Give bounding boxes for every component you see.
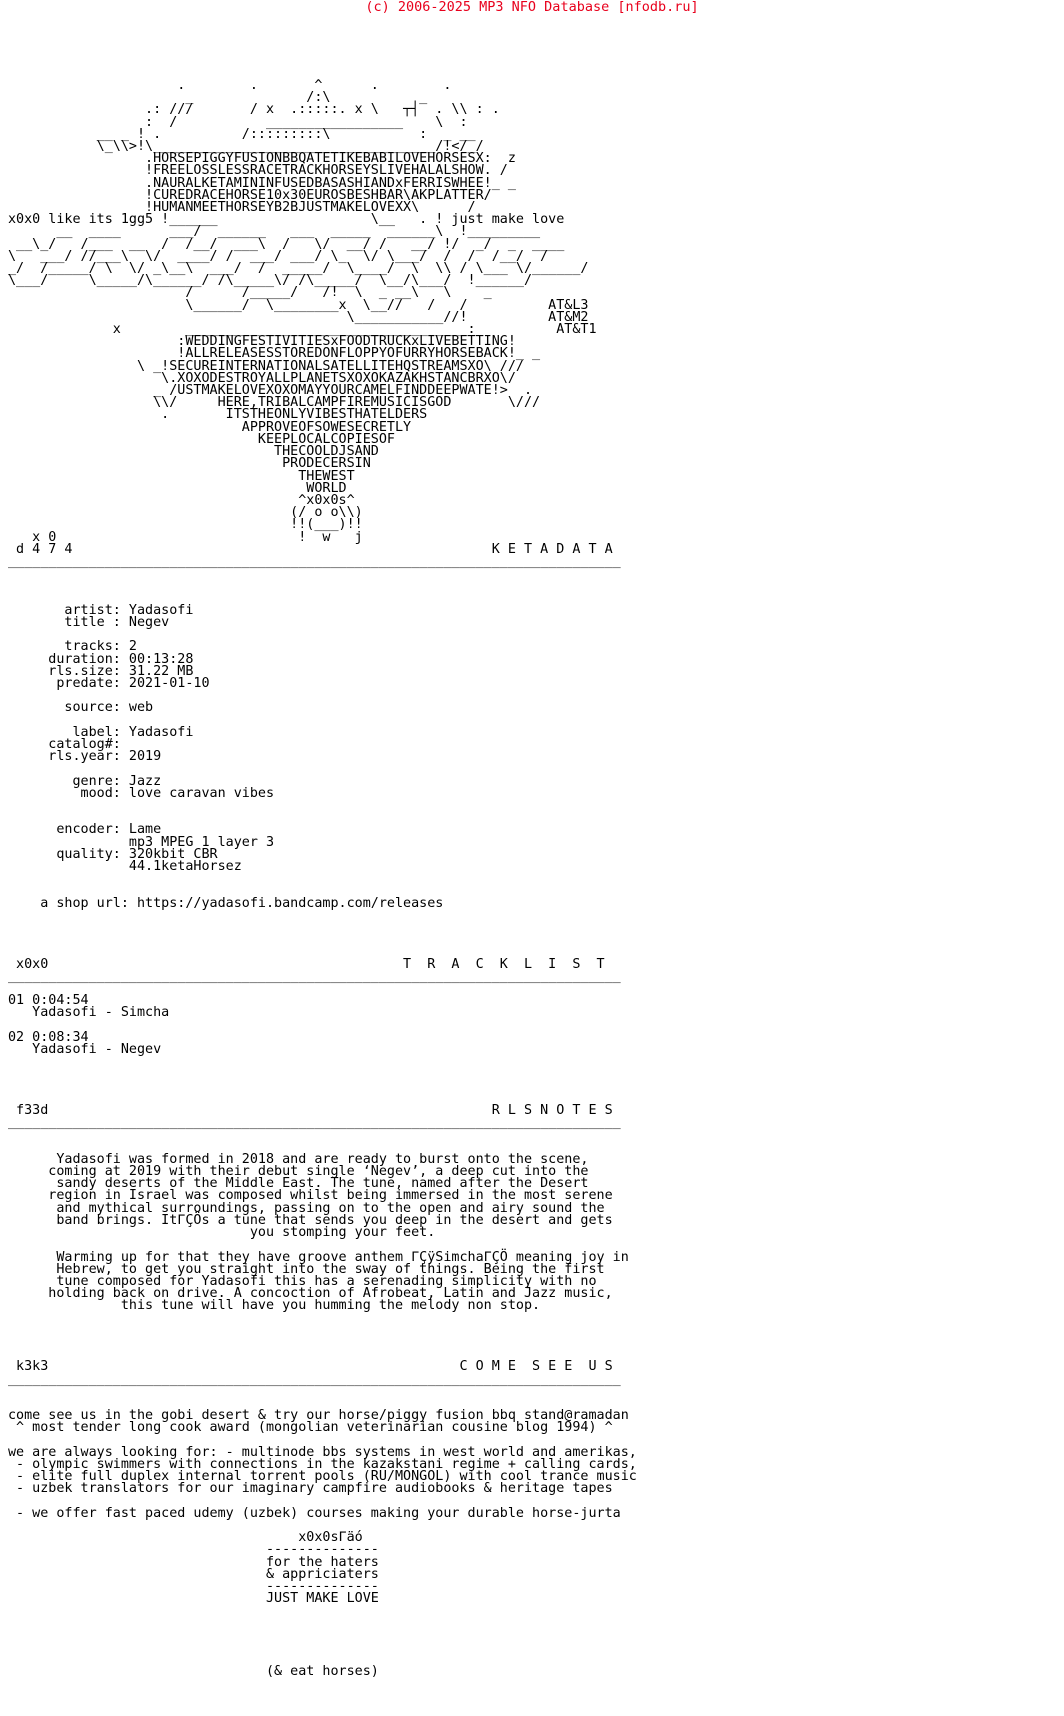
copyright-header: (c) 2006-2025 MP3 NFO Database [nfodb.ru] [365, 0, 699, 15]
nfo-text: . . ^ . . _ /:\ _ .: /// / x .:::::. x \ ┬┤ . \\ : . : / _________________ \ : __ _ ! . /:::::::::\ : _ __ \_\\>!\___________________________________/!</_/ .HORSEPIGGYFUSIONBBQATETIKEBABILOVEHORSESX: z !FREELOSSLESSRACETRACKHORSEYSLIVEHALALSHOW. / .NAURALKETAMININFUSEDBASASHIANDxFERRISWHEE!_ _ !CUREDRACEHORSE10x30EUROSBESHBAR\AKPLATTER/ !HUMANMEETHORSEYB2BJUSTMAKELOVEXX\ / x0x0 like its 1gg5 !______ \__ . ! just make love __ ____ ___/ ______ ___ _____ ______\ !_________ __\_/ /___ __ / /__/ ___\ / \/ __/ / __/ !/ _/ _ ____ \ ___/ //___\ \/ ____/ / ___/ ___/ \_ \/ \___/ / / /__/ / _/ /_____/ \ \/ _\__\ ___/ / _____/ \____/ \ \\ / \___ \/______/ \___/ \_____/\______/ /\_____\/ /\_____/ \__/\___/ !______/ / /_____/ /! \ _ __\ \ _ \______/ \________x \__// / / AT&L3 \___________//! AT&M2 x ___________________________________: AT&T1 :WEDDINGFESTIVITIESxFOODTRUCKxLIVEBETTING! !ALLRELEASESSTOREDONFLOPPYOFURRYHORSEBACK!_ _ \ _!SECUREINTERNATIONALSATELLITEHQSTREAMSXO\ /// \.XOXODESTROYALLPLANETSXOXOKAZAKHSTANCBRXO\/ _ /USTMAKELOVEXOXOMAYYOURCAMELFINDDEEPWATE!> . \\/ HERE,TRIBALCAMPFIREMUSICISGOD \/// . ITSTHEONLYVIBESTHATELDERS APPROVEOFSOWESECRETLY KEEPLOCALCOPIESOF THECOOLDJSAND PRODECERSIN THEWEST WORLD ^x0x0s^ (/ o o\\) !!(___)!! x 0 ! w j d 4 7 4 K E T A D A T A ____________________________________________________________________________ artist: Yadasofi title : Negev tracks: 2 duration: 00:13:28 rls.size: 31.22 MB predate: 2021-01-10 source: web label: Yadasofi catalog#: rls.year: 2019 genre: Jazz mood: love caravan vibes encoder: Lame mp3 MPEG 1 layer 3 quality: 320kbit CBR 44.1ketaHorsez a shop url: https://yadasofi.bandcamp.com/releases x0x0 T R A C K L I S T ____________________________________________________________________________ 01 0:04:54 Yadasofi - Simcha 02 0:08:34 Yadasofi - Negev f33d R L S N O T E S ____________________________________________________________________________ Yadasofi was formed in 2018 and are ready to burst onto the scene, coming at 2019 with their debut single ‘Negev’, a deep cut into the sandy deserts of the Middle East. The tune, named after the Desert region in Israel was composed whilst being immersed in the most serene and mythical surroundings, passing on to the open and airy sound the band brings. ItΓÇÖs a tune that sends you deep in the desert and gets you stomping your feet. Warming up for that they have groove anthem ΓÇÿSimchaΓÇÖ meaning joy in Hebrew, to get you straight into the sway of things. Being the first tune composed for Yadasofi this has a serenading simplicity with no holding back on drive. A concoction of Afrobeat, Latin and Jazz music, this tune will have you humming the melody non stop. k3k3 C O M E S E E U S ____________________________________________________________________________ come see us in the gobi desert & try our horse/piggy fusion bbq stand@ramadan ^ most tender long cook award (mongolian veterinarian cousine blog 1994) ^ we are always looking for: - multinode bbs systems in west world and amerikas, - olympic swimmers with connections in the kazakstani regime + calling cards, - elite full duplex internal torrent pools (RU/MONGOL) with cool trance music - uzbek translators for our imaginary campfire audiobooks & heritage tapes - we offer fast paced udemy (uzbek) courses making your durable horse-jurta x0x0sΓäó -------------- for the haters & appriciaters -------------- JUST MAKE LOVE (& eat horses) [8, 78, 637, 1680]
